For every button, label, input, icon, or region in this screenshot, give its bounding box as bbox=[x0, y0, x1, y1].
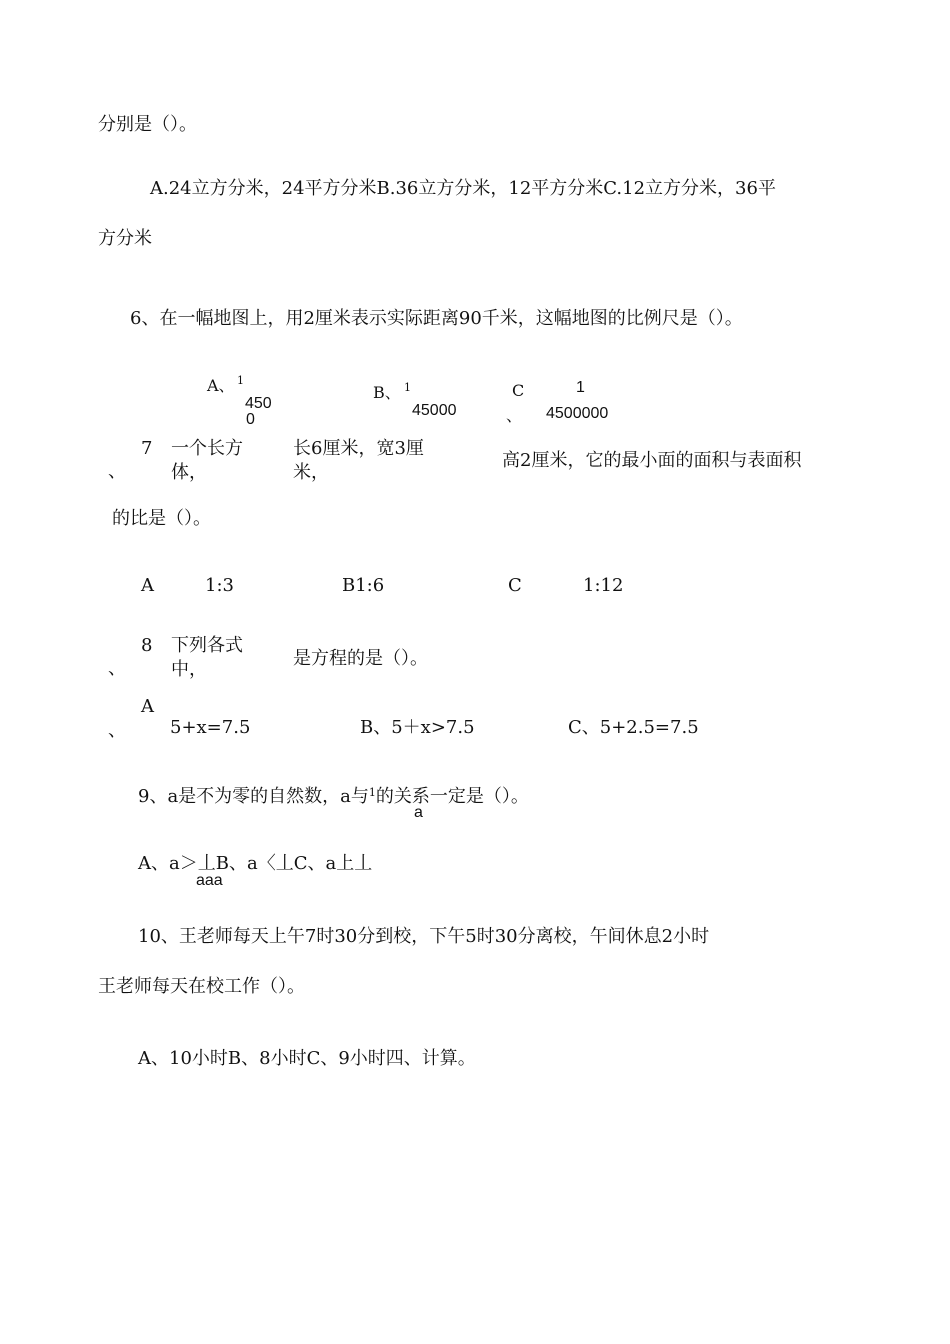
q9-stem-post: 的关系一定是（）。 bbox=[375, 786, 529, 807]
q7-stem-part2: 长6厘米，宽3厘 bbox=[293, 438, 424, 459]
q9-sup: 1 bbox=[368, 786, 376, 799]
q8-mark: 、 bbox=[108, 658, 126, 679]
q6-option-c-mark: 、 bbox=[506, 406, 523, 425]
q8-option-b: B、5＋x>7.5 bbox=[360, 717, 475, 738]
q9-stem-pre: 9、a是不为零的自然数，a与 bbox=[138, 786, 369, 807]
q6-stem: 6、在一幅地图上，用2厘米表示实际距离90千米，这幅地图的比例尺是（）。 bbox=[130, 308, 743, 329]
q7-stem-end: 的比是（）。 bbox=[112, 508, 211, 529]
q8-stem-part1: 下列各式 bbox=[171, 635, 243, 656]
q6-option-a-label: A、 bbox=[207, 376, 235, 395]
q6-option-c-denominator: 4500000 bbox=[546, 405, 609, 422]
q8-stem-part1-cont: 中， bbox=[171, 659, 207, 680]
q9-options: A、a＞丄B、a〈丄C、a上丄 bbox=[138, 853, 373, 874]
q9-sub: a bbox=[414, 804, 423, 821]
q7-stem-part2-cont: 米， bbox=[293, 462, 329, 483]
q5-stem-end: 分别是（）。 bbox=[98, 114, 197, 135]
q6-option-a-denominator-cont: 0 bbox=[246, 411, 255, 428]
q6-option-b-numerator: 1 bbox=[404, 381, 411, 394]
q8-option-c: C、5+2.5=7.5 bbox=[568, 717, 699, 738]
q5-options-tail: 方分米 bbox=[98, 228, 152, 249]
q8-option-a-label: A bbox=[141, 696, 154, 717]
q8-number: 8 bbox=[141, 635, 153, 656]
q6-option-b-label: B、 bbox=[373, 383, 401, 402]
q7-option-c-label: C bbox=[508, 575, 522, 596]
q9-options-sub: aaa bbox=[196, 872, 223, 889]
q6-option-a-numerator: 1 bbox=[237, 374, 244, 387]
q6-option-a-denominator: 450 bbox=[245, 395, 272, 412]
q8-option-a-value: 5+x=7.5 bbox=[170, 717, 251, 738]
q7-option-b: B1:6 bbox=[342, 575, 385, 596]
q6-option-b-denominator: 45000 bbox=[412, 402, 457, 419]
q7-stem-part1-cont: 体， bbox=[171, 462, 207, 483]
q7-mark: 、 bbox=[108, 461, 126, 482]
q10-stem: 10、王老师每天上午7时30分到校，下午5时30分离校，午间休息2小时 bbox=[138, 926, 710, 947]
q7-option-a-label: A bbox=[141, 575, 154, 596]
q6-option-c-label: C bbox=[512, 381, 525, 400]
q6-option-c-numerator: 1 bbox=[576, 379, 585, 396]
q10-options: A、10小时B、8小时C、9小时四、计算。 bbox=[138, 1048, 476, 1069]
q7-option-a-value: 1:3 bbox=[205, 575, 234, 596]
q7-stem-part1: 一个长方 bbox=[171, 438, 243, 459]
q8-stem-part2: 是方程的是（）。 bbox=[293, 648, 428, 669]
q7-stem-part3: 高2厘米，它的最小面的面积与表面积 bbox=[502, 450, 802, 471]
q7-option-c-value: 1:12 bbox=[583, 575, 624, 596]
q10-stem-end: 王老师每天在校工作（）。 bbox=[98, 976, 305, 997]
q7-number: 7 bbox=[141, 438, 153, 459]
q9-stem bbox=[138, 787, 529, 806]
q8-option-a-mark: 、 bbox=[108, 720, 126, 741]
q5-options: A.24立方分米，24平方分米B.36立方分米，12平方分米C.12立方分米，36平 bbox=[150, 178, 776, 199]
